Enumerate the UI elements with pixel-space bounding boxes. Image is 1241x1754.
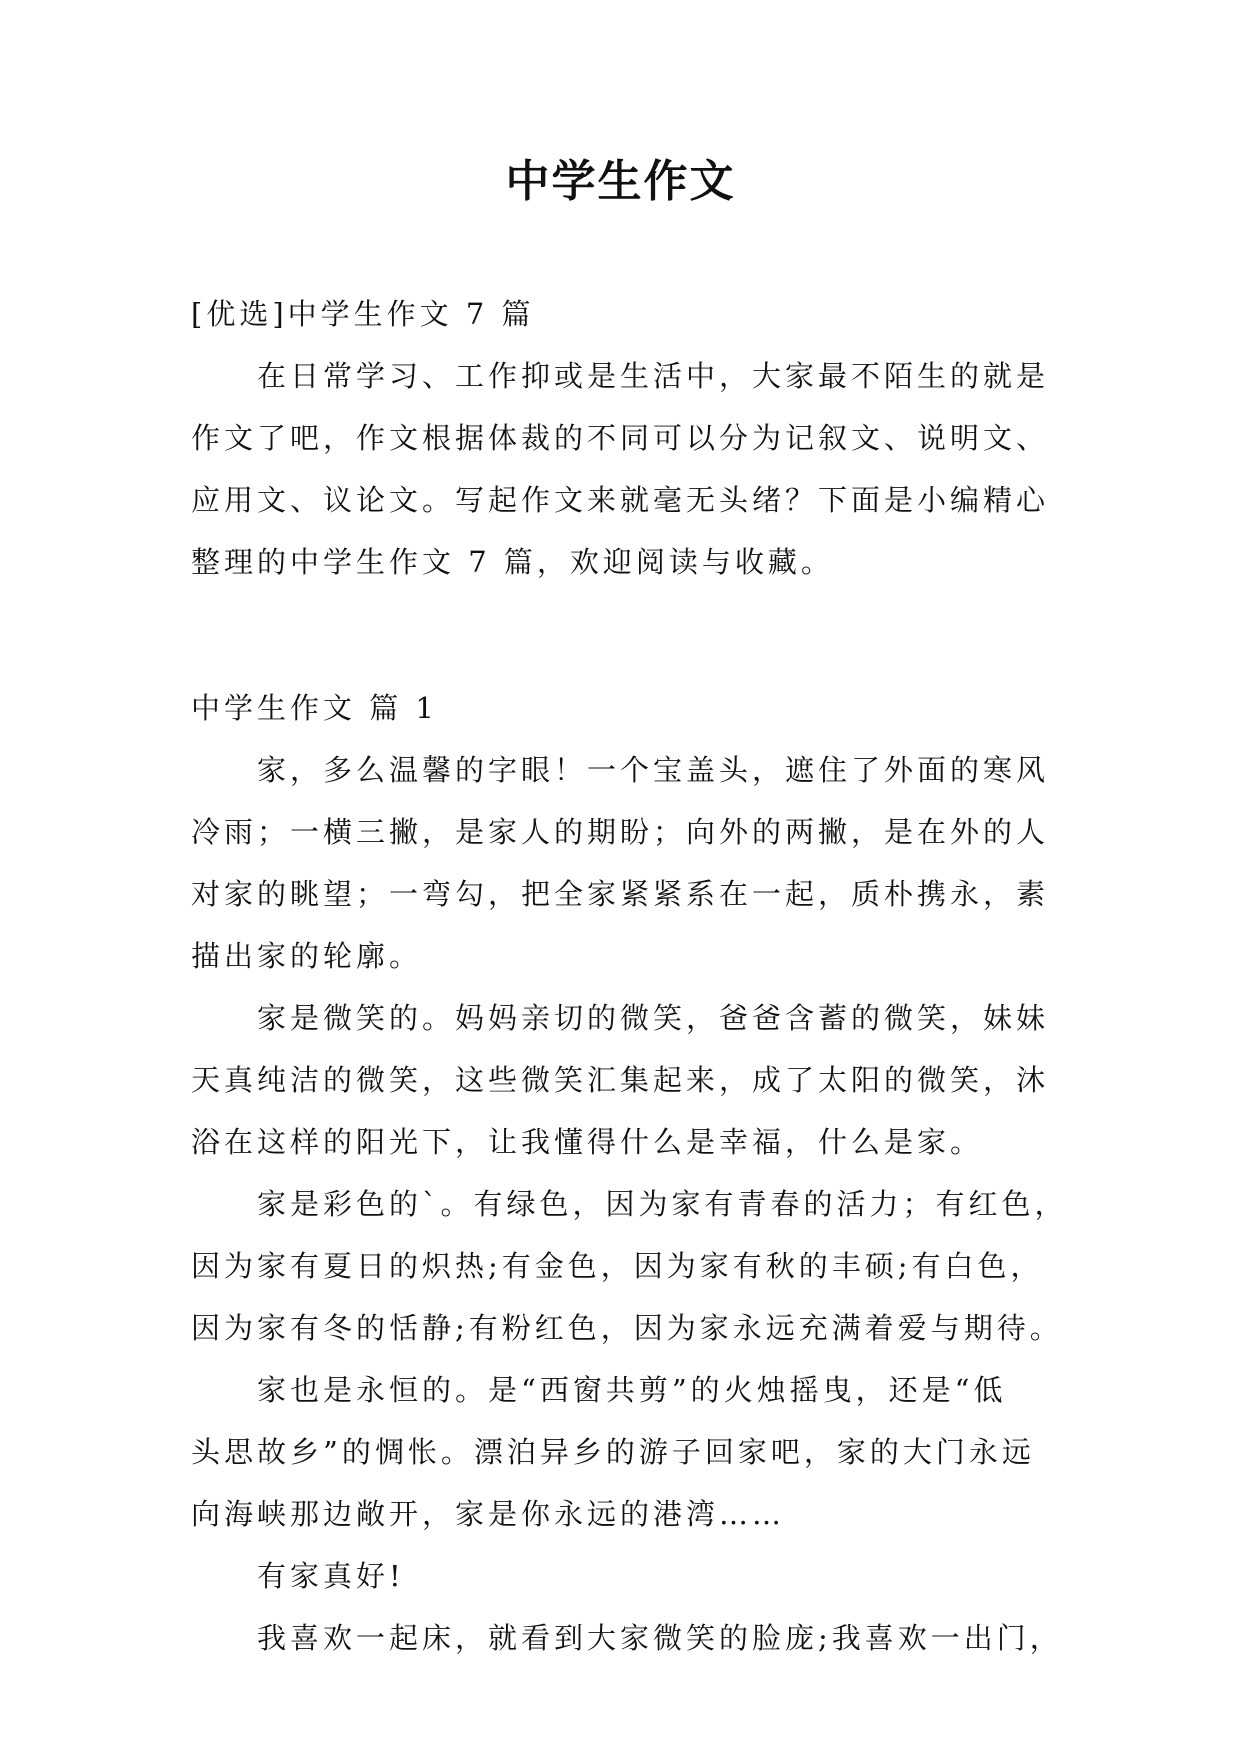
document-subtitle: [优选]中学生作文 7 篇: [191, 297, 535, 331]
intro-line: 作文了吧，作文根据体裁的不同可以分为记叙文、说明文、: [191, 421, 1050, 455]
document-title: 中学生作文: [505, 156, 736, 207]
body-line: 描出家的轮廓。: [191, 939, 423, 973]
body-line: 家是彩色的`。有绿色，因为家有青春的活力；有红色，: [257, 1187, 1068, 1221]
body-line: 头思故乡”的惆怅。漂泊异乡的游子回家吧，家的大门永远: [191, 1435, 1035, 1469]
body-line: 有家真好!: [257, 1559, 405, 1593]
document-content: [191, 283, 1071, 1669]
body-line: 家也是永恒的。是“西窗共剪”的火烛摇曳，还是“低: [257, 1373, 1007, 1407]
intro-line: 整理的中学生作文 7 篇，欢迎阅读与收藏。: [191, 545, 834, 579]
body-line: 向海峡那边敞开，家是你永远的港湾……: [191, 1497, 786, 1531]
body-line: 家是微笑的。妈妈亲切的微笑，爸爸含蓄的微笑，妹妹: [257, 1001, 1050, 1035]
body-line: 对家的眺望；一弯勾，把全家紧紧系在一起，质朴携永，素: [191, 877, 1050, 911]
intro-line: 应用文、议论文。写起作文来就毫无头绪？下面是小编精心: [191, 483, 1050, 517]
section-spacer: [191, 593, 1071, 677]
section-heading: 中学生作文 篇 1: [191, 691, 438, 725]
body-line: 因为家有夏日的炽热;有金色，因为家有秋的丰硕;有白色，: [191, 1249, 1044, 1283]
body-line: 因为家有冬的恬静;有粉红色，因为家永远充满着爱与期待。: [191, 1311, 1063, 1345]
intro-line: 在日常学习、工作抑或是生活中，大家最不陌生的就是: [257, 359, 1050, 393]
body-line: 浴在这样的阳光下，让我懂得什么是幸福，什么是家。: [191, 1125, 984, 1159]
body-line: 天真纯洁的微笑，这些微笑汇集起来，成了太阳的微笑，沐: [191, 1063, 1050, 1097]
body-line: 冷雨；一横三撇，是家人的期盼；向外的两撇，是在外的人: [191, 815, 1050, 849]
body-line: 我喜欢一起床，就看到大家微笑的脸庞;我喜欢一出门，: [257, 1621, 1063, 1655]
body-line: 家，多么温馨的字眼！一个宝盖头，遮住了外面的寒风: [257, 753, 1050, 787]
